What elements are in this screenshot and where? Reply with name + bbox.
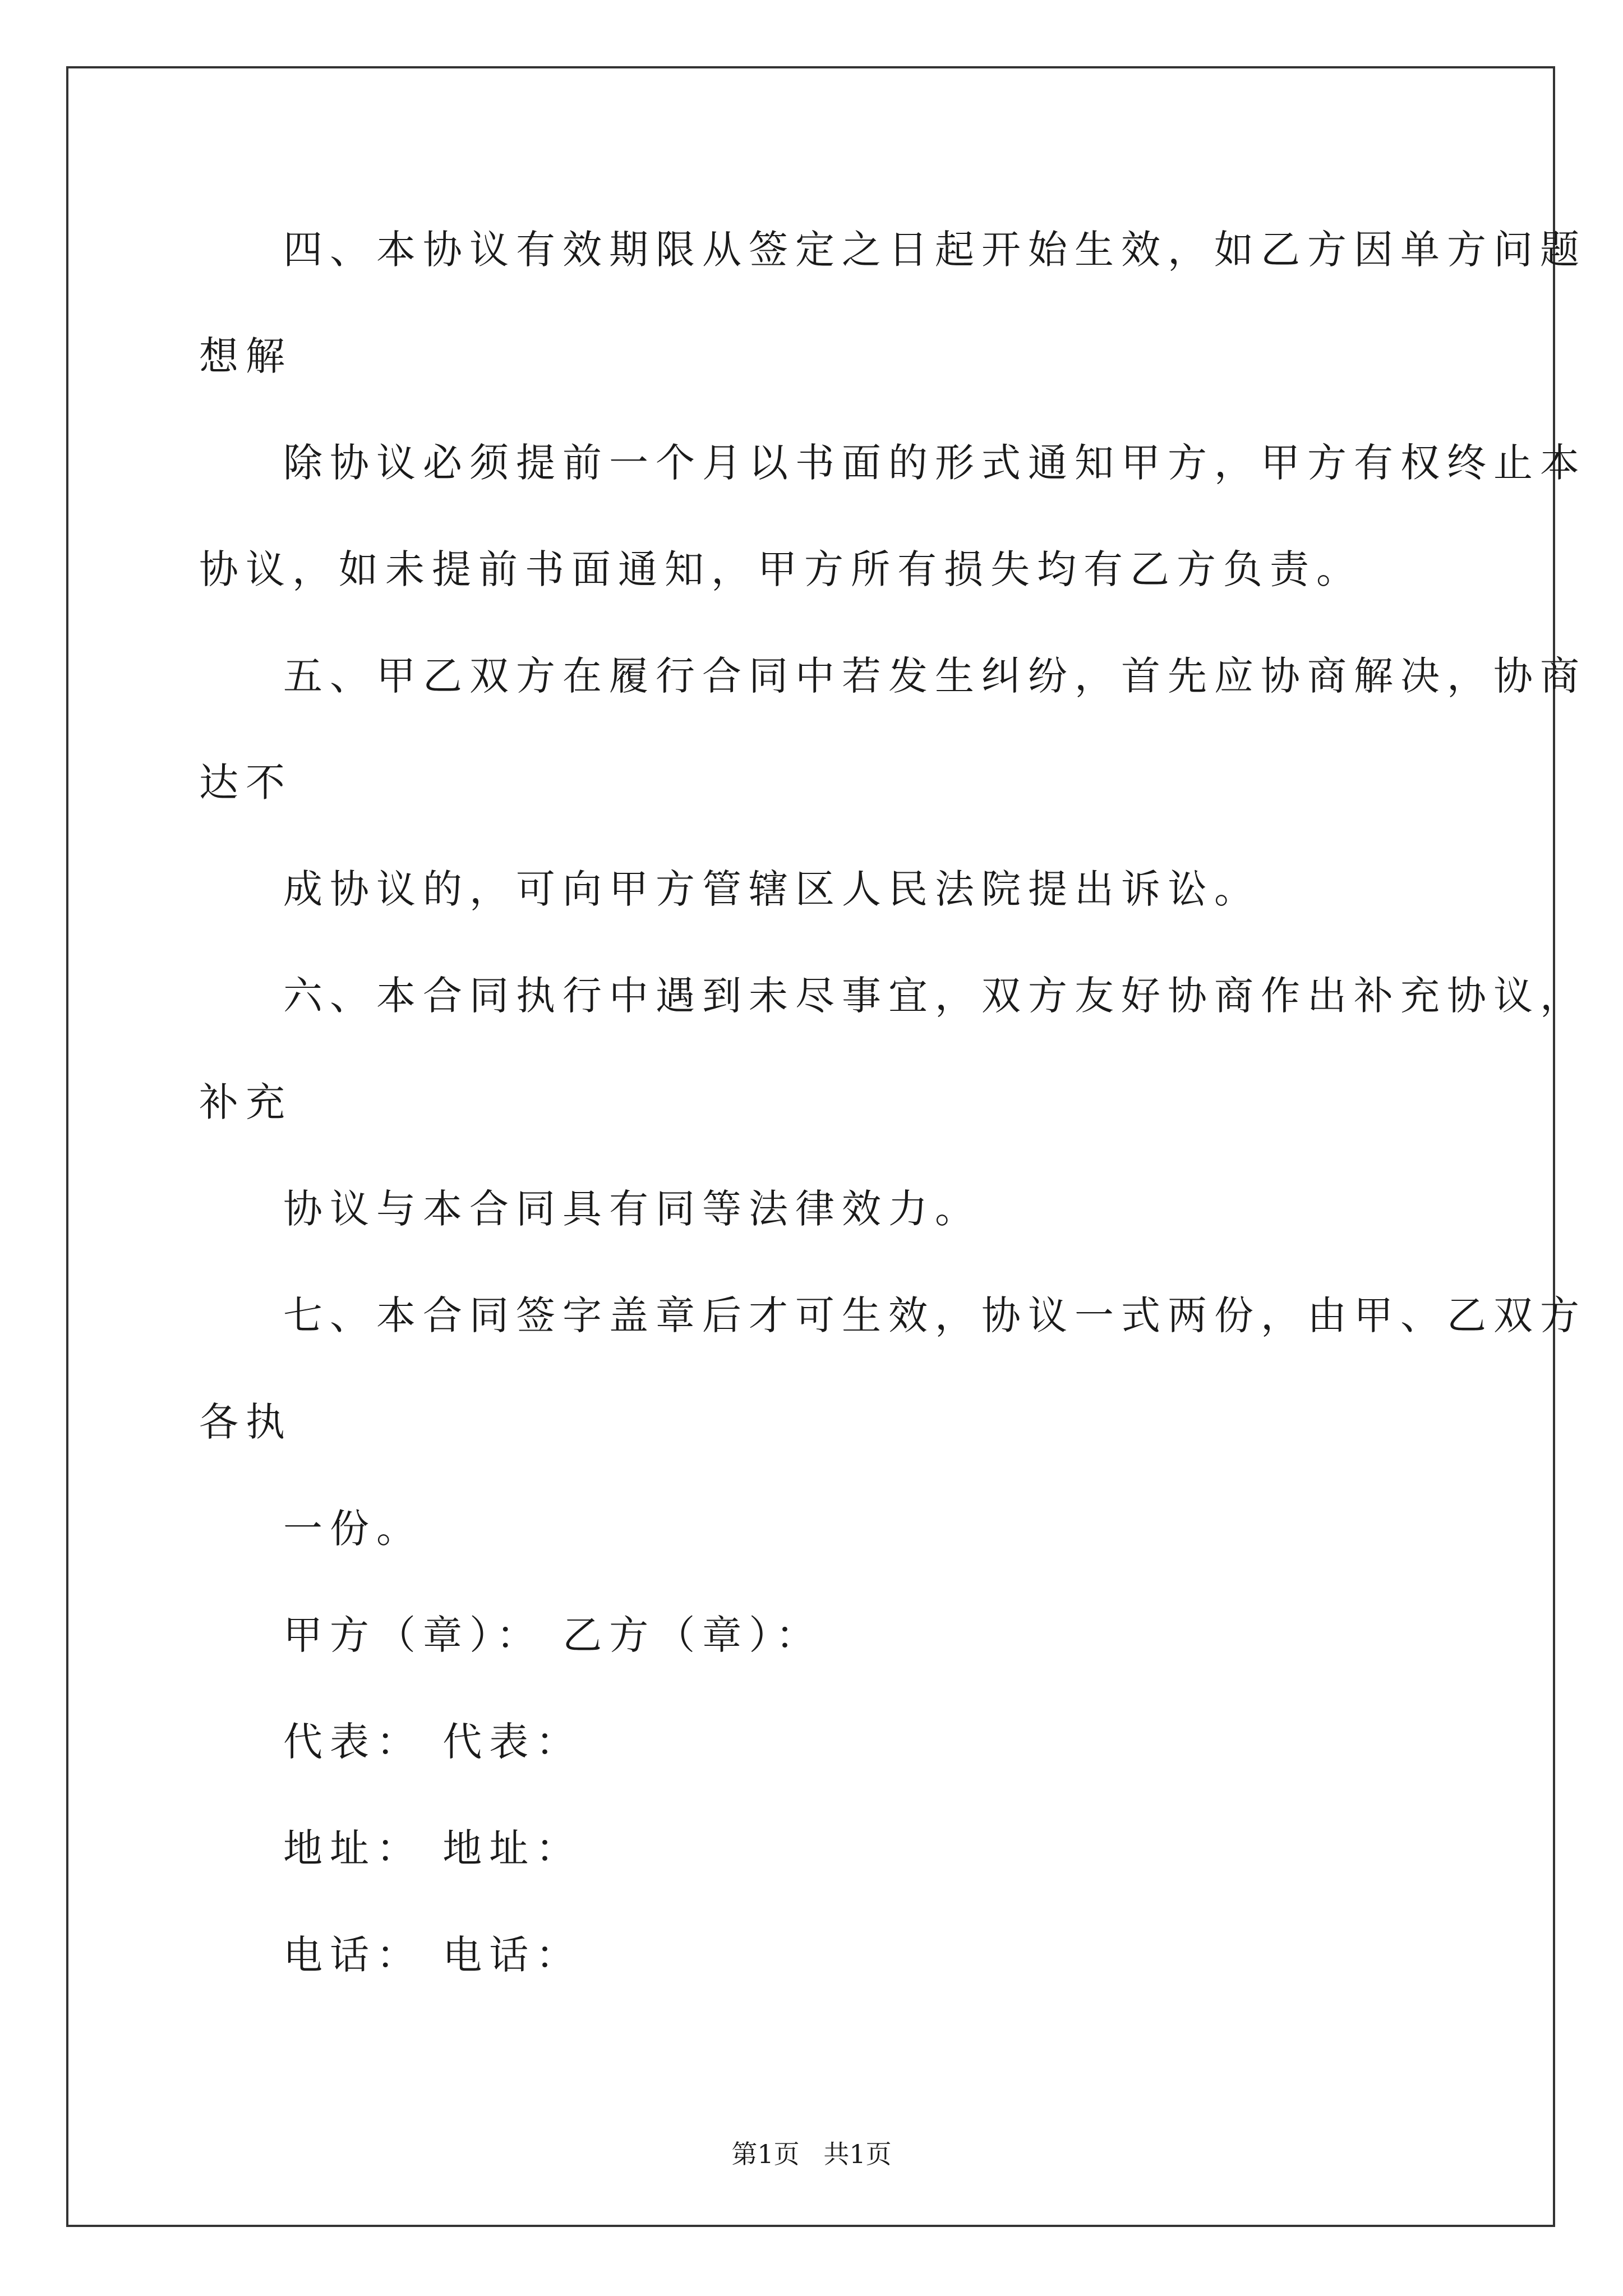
text-line: 协议，如未提前书面通知，甲方所有损失均有乙方负责。 [199, 546, 1363, 592]
text-line: 协议与本合同具有同等法律效力。 [283, 1186, 981, 1232]
signature-address-line: 地址： 地址： [283, 1825, 583, 1871]
text-line: 一份。 [283, 1506, 423, 1552]
page-border [66, 66, 1555, 2227]
signature-representative-line: 代表： 代表： [283, 1719, 583, 1765]
page-total: 共1页 [823, 2139, 892, 2169]
page-number: 第1页 [731, 2139, 800, 2169]
text-line: 成协议的，可向甲方管辖区人民法院提出诉讼。 [283, 866, 1261, 912]
signature-phone-line: 电话： 电话： [283, 1932, 583, 1978]
text-line: 补充 [199, 1079, 292, 1125]
text-line-clause-5: 五、甲乙双方在履行合同中若发生纠纷，首先应协商解决，协商 [283, 653, 1587, 699]
signature-seal-line: 甲方（章）： 乙方（章）： [283, 1612, 823, 1658]
text-line: 除协议必须提前一个月以书面的形式通知甲方，甲方有权终止本 [283, 440, 1587, 486]
text-line: 想解 [199, 333, 292, 379]
text-line-clause-4: 四、本协议有效期限从签定之日起开始生效，如乙方因单方问题 [283, 227, 1587, 273]
text-line: 各执 [199, 1399, 292, 1445]
text-line-clause-6: 六、本合同执行中遇到未尽事宜，双方友好协商作出补充协议， [283, 973, 1587, 1019]
text-line-clause-7: 七、本合同签字盖章后才可生效，协议一式两份，由甲、乙双方 [283, 1292, 1587, 1338]
text-line: 达不 [199, 760, 292, 806]
page-footer [0, 2137, 1623, 2171]
